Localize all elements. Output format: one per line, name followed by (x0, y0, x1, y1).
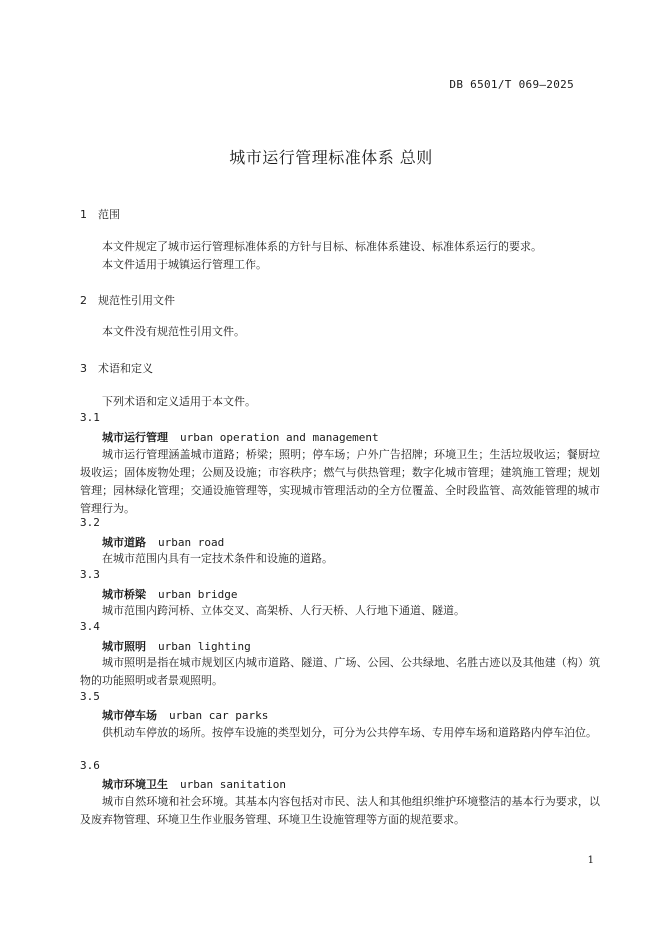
term-entry (102, 429, 379, 445)
term-english: urban bridge (158, 588, 238, 601)
paragraph: 本文件规定了城市运行管理标准体系的方针与目标、标准体系建设、标准体系运行的要求。 (102, 240, 542, 253)
section-number: 1 (80, 208, 87, 221)
term-number: 3.4 (80, 620, 100, 633)
term-definition: 在城市范围内具有一定技术条件和设施的道路。 (102, 552, 333, 565)
section-title: 范围 (98, 208, 120, 221)
term-entry (102, 534, 224, 550)
paragraph: 本文件适用于城镇运行管理工作。 (102, 258, 267, 271)
term-entry (102, 776, 286, 792)
term-definition: 城市运行管理涵盖城市道路；桥梁；照明；停车场；户外广告招牌；环境卫生；生活垃圾收运；餐厨垃圾收运；固体废物处理；公厕及设施；市容秩序；燃气与供热管理；数字化城市管理；建筑施工管理；规划管理；园林绿化管理；交通设施管理等，实现城市管理活动的全方位覆盖、全时段监管、高效能管理的城市管理行为。 (80, 448, 600, 515)
term-english: urban road (158, 536, 225, 549)
term-english: urban operation and management (180, 431, 379, 444)
section-title: 术语和定义 (98, 362, 153, 375)
term-chinese: 城市运行管理 (102, 431, 168, 444)
section-heading-terms (80, 360, 153, 376)
term-english: urban car parks (169, 709, 269, 722)
term-number: 3.6 (80, 759, 100, 772)
page-number: 1 (587, 855, 594, 866)
term-number: 3.3 (80, 568, 100, 581)
term-definition: 城市范围内跨河桥、立体交叉、高架桥、人行天桥、人行地下通道、隧道。 (102, 604, 465, 617)
section-title: 规范性引用文件 (98, 294, 175, 307)
term-english: urban lighting (158, 640, 251, 653)
term-entry (102, 586, 237, 602)
term-entry (102, 638, 251, 654)
term-number: 3.1 (80, 411, 100, 424)
term-chinese: 城市桥梁 (102, 588, 146, 601)
term-chinese: 城市照明 (102, 640, 146, 653)
term-chinese: 城市停车场 (102, 709, 157, 722)
term-definition: 城市自然环境和社会环境。其基本内容包括对市民、法人和其他组织维护环境整洁的基本行为要求，以及废弃物管理、环境卫生作业服务管理、环境卫生设施管理等方面的规范要求。 (80, 795, 600, 826)
term-chinese: 城市环境卫生 (102, 778, 168, 791)
document-title: 城市运行管理标准体系 总则 (229, 148, 433, 167)
term-number: 3.5 (80, 690, 100, 703)
paragraph: 下列术语和定义适用于本文件。 (102, 395, 256, 408)
section-number: 3 (80, 362, 87, 375)
term-definition: 城市照明是指在城市规划区内城市道路、隧道、广场、公园、公共绿地、名胜古迹以及其他建（构）筑物的功能照明或者景观照明。 (80, 656, 600, 687)
term-english: urban sanitation (180, 778, 286, 791)
term-entry (102, 707, 268, 723)
section-number: 2 (80, 294, 87, 307)
term-number: 3.2 (80, 516, 100, 529)
term-definition: 供机动车停放的场所。按停车设施的类型划分，可分为公共停车场、专用停车场和道路路内停车泊位。 (102, 726, 597, 739)
document-code: DB 6501/T 069—2025 (449, 78, 574, 91)
paragraph: 本文件没有规范性引用文件。 (102, 325, 245, 338)
section-heading-normative-references (80, 292, 175, 308)
section-heading-scope (80, 206, 120, 222)
term-chinese: 城市道路 (102, 536, 146, 549)
